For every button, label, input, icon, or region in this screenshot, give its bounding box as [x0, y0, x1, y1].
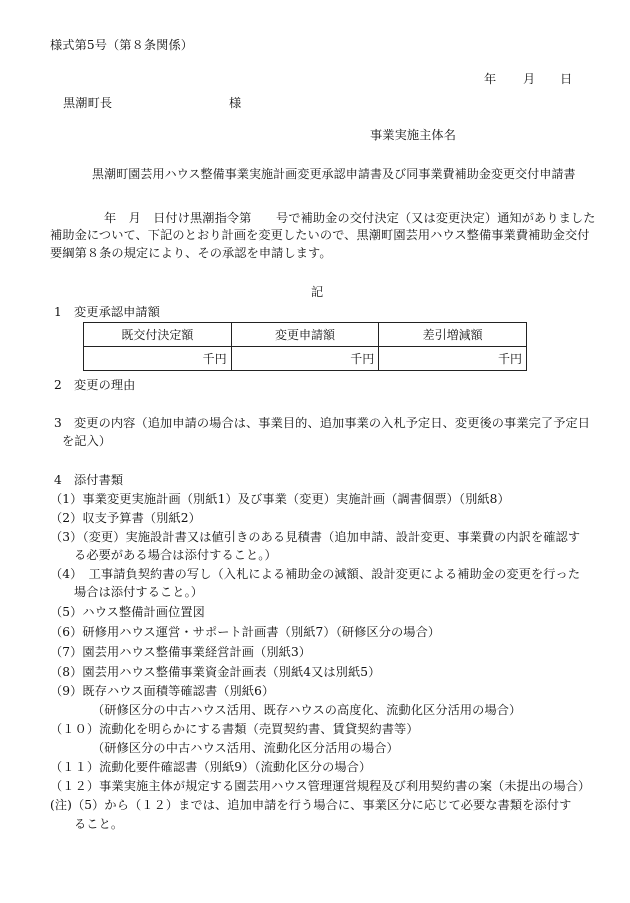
- addressee: 黒潮町長: [63, 96, 113, 110]
- value-cell-difference: 千円: [379, 347, 527, 371]
- attachment-item: （１０）流動化を明らかにする書類（売買契約書、賃貸契約書等）: [50, 722, 419, 736]
- section1-title: 変更承認申請額: [74, 305, 161, 319]
- body-line-1: 年 月 日付け黒潮指令第 号で補助金の交付決定（又は変更決定）通知がありました: [104, 211, 596, 225]
- body-line-3: 要綱第８条の規定により、その承認を申請します。: [50, 246, 332, 260]
- section4-title: 添付書類: [74, 473, 124, 487]
- honorific: 様: [229, 96, 242, 110]
- section3-number: 3: [54, 416, 62, 430]
- section1-number: 1: [54, 305, 62, 319]
- section4-number: 4: [54, 473, 62, 487]
- section3-title-line-2: を記入）: [62, 434, 112, 448]
- attachment-item-continued: 場合は添付すること。）: [74, 585, 204, 599]
- attachment-item: （6）研修用ハウス運営・サポート計画書（別紙7）（研修区分の場合）: [50, 625, 441, 639]
- header-cell-approved: 既交付決定額: [84, 323, 232, 347]
- table-header-row: [84, 323, 527, 347]
- amount-table: [83, 322, 527, 371]
- attachment-item: （5）ハウス整備計画位置図: [50, 605, 205, 619]
- header-cell-requested: 変更申請額: [231, 323, 379, 347]
- table-value-row: [84, 347, 527, 371]
- attachment-item-continued: （研修区分の中古ハウス活用、流動化区分活用の場合）: [92, 741, 399, 755]
- attachment-item-continued: る必要がある場合は添付すること。）: [74, 548, 277, 562]
- document-title: 黒潮町園芸用ハウス整備事業実施計画変更承認申請書及び同事業費補助金変更交付申請書: [92, 167, 576, 181]
- attachment-item: （1）事業変更実施計画（別紙1）及び事業（変更）実施計画（調書個票）（別紙8）: [50, 492, 510, 506]
- date-year: 年: [484, 72, 497, 86]
- note-line-2: ること。: [74, 817, 124, 831]
- date-month: 月: [523, 72, 536, 86]
- attachment-item: （１２）事業実施主体が規定する園芸用ハウス管理運営規程及び利用契約書の案（未提出の場合）: [50, 779, 591, 793]
- body-line-2: 補助金について、下記のとおり計画を変更したいので、黒潮町園芸用ハウス整備事業費補助金交付: [50, 228, 590, 242]
- attachment-item: （2）収支予算書（別紙2）: [50, 511, 201, 525]
- attachment-item: （4） 工事請負契約書の写し（入札による補助金の減額、設計変更による補助金の変更を行った: [50, 567, 581, 581]
- date-day: 日: [560, 72, 573, 86]
- attachment-item: （3）（変更）実施設計書又は値引きのある見積書（追加申請、設計変更、事業費の内訳を確認す: [50, 530, 581, 544]
- attachment-item: （8）園芸用ハウス整備事業資金計画表（別紙4又は別紙5）: [50, 665, 381, 679]
- attachment-item: （7）園芸用ハウス整備事業経営計画（別紙3）: [50, 645, 312, 659]
- attachment-item: （１１）流動化要件確認書（別紙9）（流動化区分の場合）: [50, 760, 372, 774]
- applicant-label: 事業実施主体名: [370, 128, 457, 142]
- section2-title: 変更の理由: [74, 378, 136, 392]
- form-number: 様式第5号（第８条関係）: [50, 38, 194, 52]
- attachment-item-continued: （研修区分の中古ハウス活用、既存ハウスの高度化、流動化区分活用の場合）: [92, 703, 522, 717]
- note-line-1: (注)（5）から（１２）までは、追加申請を行う場合に、事業区分に応じて必要な書類を添付す: [50, 798, 572, 812]
- attachment-item: （9）既存ハウス面積等確認書（別紙6）: [50, 684, 275, 698]
- section3-title-line-1: 変更の内容（追加申請の場合は、事業目的、追加事業の入札予定日、変更後の事業完了予定日: [74, 416, 591, 430]
- header-cell-difference: 差引増減額: [379, 323, 527, 347]
- section2-number: 2: [54, 378, 62, 392]
- ki-heading: 記: [311, 285, 324, 299]
- value-cell-requested: 千円: [231, 347, 379, 371]
- value-cell-approved: 千円: [84, 347, 232, 371]
